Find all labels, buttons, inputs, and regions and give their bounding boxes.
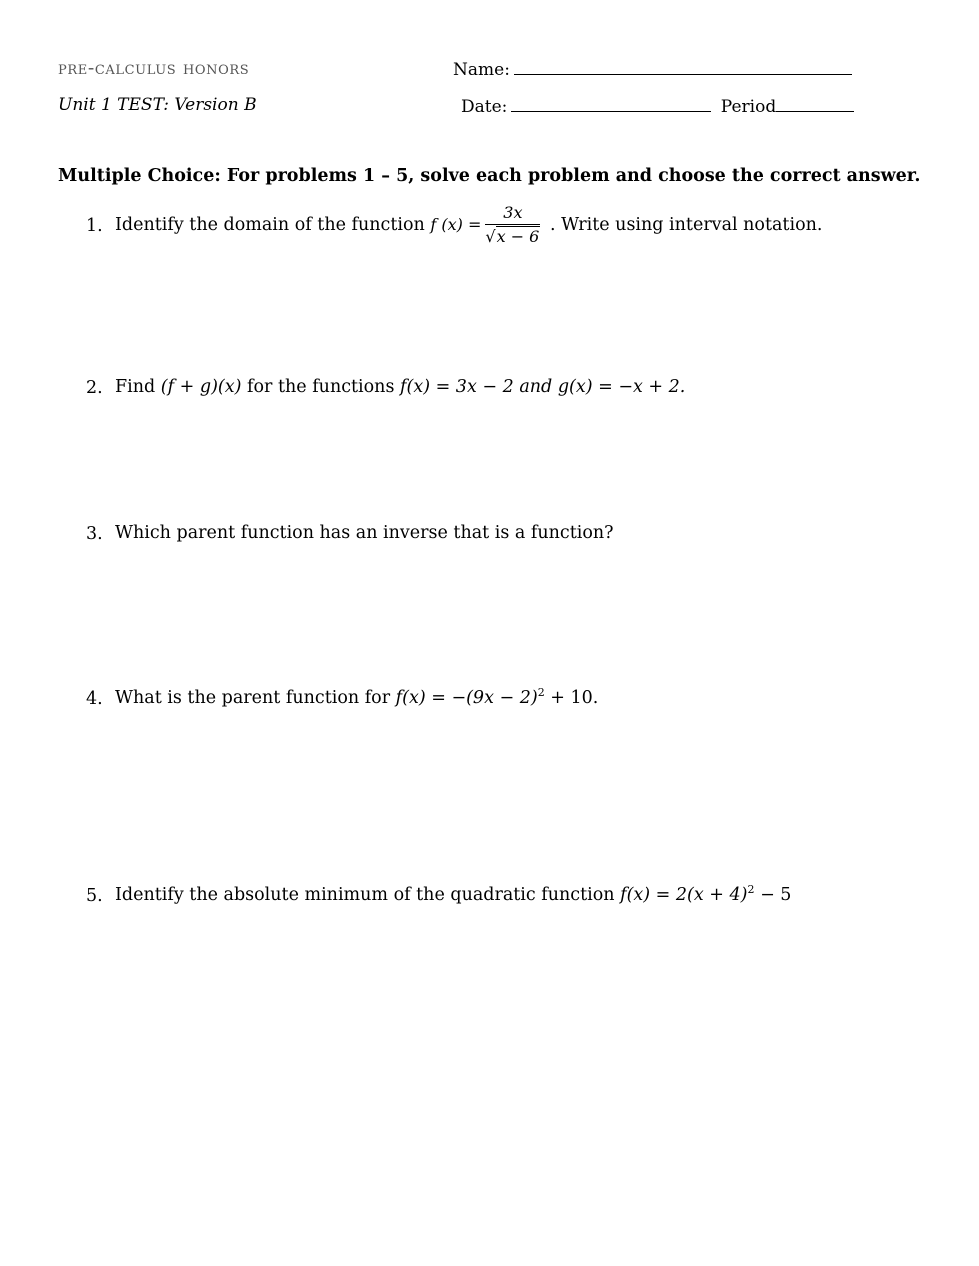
name-blank[interactable] [514, 58, 852, 75]
question-text [115, 688, 598, 708]
q1-text-before: Identify the domain of the function [115, 215, 425, 235]
question-text [115, 377, 685, 397]
q2-expr3: g(x) = −x + 2. [557, 377, 686, 397]
q5-expr: f(x) = 2(x + 4) [620, 885, 748, 905]
q1-text-after: . Write using interval notation. [549, 215, 823, 235]
q2-expr1: (f + g)(x) [160, 377, 242, 397]
question-number: 3. [86, 524, 103, 544]
q2-text-middle: for the functions [247, 377, 395, 397]
question-text [115, 204, 822, 247]
period-blank[interactable] [776, 95, 854, 112]
question-number: 1. [86, 216, 103, 236]
question-number: 5. [86, 886, 103, 906]
date-blank[interactable] [511, 95, 711, 112]
q4-expr-tail: + 10. [550, 688, 599, 708]
section-heading: Multiple Choice: For problems 1 – 5, solve each problem and choose the correct answer. [58, 166, 921, 186]
q4-exponent: 2 [537, 686, 545, 699]
q1-fraction [485, 203, 540, 246]
q2-expr2: f(x) = 3x − 2 [400, 377, 514, 397]
q5-expr-tail: − 5 [760, 885, 792, 905]
date-label: Date: [461, 97, 508, 117]
q1-func-label: f (x) = [430, 215, 482, 234]
q1-denominator [485, 225, 540, 246]
question-number: 4. [86, 689, 103, 709]
q1-radicand: x − 6 [496, 227, 540, 246]
q4-text-before: What is the parent function for [115, 688, 391, 708]
test-title: Unit 1 TEST: Version B [58, 95, 257, 115]
q4-expr: f(x) = −(9x − 2) [395, 688, 538, 708]
q2-text-before: Find [115, 377, 156, 397]
q2-conj: and [519, 377, 553, 397]
question-number: 2. [86, 378, 103, 398]
course-title: pre-calculus honors [58, 57, 250, 79]
q5-text-before: Identify the absolute minimum of the quadratic function [115, 885, 615, 905]
sqrt-icon: √ [485, 227, 496, 246]
question-text: Which parent function has an inverse that is a function? [115, 523, 614, 543]
question-text [115, 885, 791, 905]
q5-exponent: 2 [747, 883, 755, 896]
q1-numerator: 3x [485, 203, 540, 225]
date-row [461, 95, 854, 117]
name-label: Name: [453, 60, 510, 80]
period-label: Period [720, 97, 777, 117]
name-row [453, 58, 852, 80]
